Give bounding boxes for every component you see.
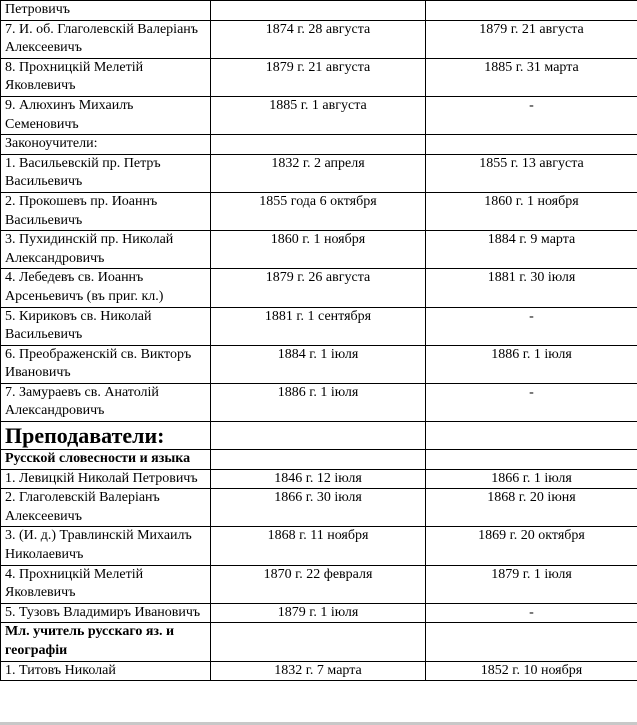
end-date-cell: 1855 г. 13 августа	[426, 154, 637, 192]
start-date-cell: 1846 г. 12 іюля	[211, 469, 426, 489]
end-date-cell: 1886 г. 1 іюля	[426, 345, 637, 383]
table-row	[1, 96, 637, 134]
name-cell: 8. Прохницкій Мелетій Яковлевичъ	[1, 58, 211, 96]
table-row	[1, 489, 637, 527]
end-date-cell: 1866 г. 1 іюля	[426, 469, 637, 489]
start-date-cell: 1881 г. 1 сентября	[211, 307, 426, 345]
end-date-cell: 1869 г. 20 октября	[426, 527, 637, 565]
start-date-cell: 1879 г. 26 августа	[211, 269, 426, 307]
end-date-cell	[426, 1, 637, 21]
name-cell: 9. Алюхинъ Михаилъ Семеновичъ	[1, 96, 211, 134]
end-date-cell: -	[426, 383, 637, 421]
subsection-row	[1, 623, 637, 661]
name-cell: 3. (И. д.) Травлинскій Михаилъ Николаевичъ	[1, 527, 211, 565]
subsection-row	[1, 450, 637, 470]
start-date-cell: 1885 г. 1 августа	[211, 96, 426, 134]
name-cell: 1. Васильевскій пр. Петръ Васильевичъ	[1, 154, 211, 192]
name-cell: 5. Тузовъ Владимиръ Ивановичъ	[1, 603, 211, 623]
name-cell: 2. Прокошевъ пр. Иоаннъ Васильевичъ	[1, 192, 211, 230]
table-row	[1, 20, 637, 58]
name-cell: 5. Кириковъ св. Николай Васильевичъ	[1, 307, 211, 345]
name-cell: 1. Левицкій Николай Петровичъ	[1, 469, 211, 489]
start-date-cell: 1832 г. 2 апреля	[211, 154, 426, 192]
start-date-cell	[211, 1, 426, 21]
name-cell: 4. Прохницкій Мелетій Яковлевичъ	[1, 565, 211, 603]
table-row	[1, 192, 637, 230]
start-date-cell: 1832 г. 7 марта	[211, 661, 426, 681]
table-row	[1, 661, 637, 681]
end-date-cell: 1879 г. 1 іюля	[426, 565, 637, 603]
name-cell: Законоучители:	[1, 135, 211, 155]
name-cell: 6. Преображенскій св. Викторъ Ивановичъ	[1, 345, 211, 383]
start-date-cell: 1886 г. 1 іюля	[211, 383, 426, 421]
table-row	[1, 345, 637, 383]
start-date-cell: 1879 г. 21 августа	[211, 58, 426, 96]
table-row	[1, 527, 637, 565]
start-date-cell: 1870 г. 22 февраля	[211, 565, 426, 603]
name-cell: 2. Глаголевскій Валеріанъ Алексеевичъ	[1, 489, 211, 527]
table-row	[1, 269, 637, 307]
table-row	[1, 154, 637, 192]
end-date-cell	[426, 422, 637, 450]
name-cell: Петровичъ	[1, 1, 211, 21]
table-row	[1, 565, 637, 603]
end-date-cell: 1884 г. 9 марта	[426, 231, 637, 269]
start-date-cell	[211, 623, 426, 661]
end-date-cell: -	[426, 307, 637, 345]
section-heading-row	[1, 422, 637, 450]
end-date-cell	[426, 450, 637, 470]
table-row	[1, 231, 637, 269]
end-date-cell	[426, 623, 637, 661]
name-cell: Русской словесности и языка	[1, 450, 211, 470]
start-date-cell: 1884 г. 1 іюля	[211, 345, 426, 383]
start-date-cell: 1860 г. 1 ноября	[211, 231, 426, 269]
end-date-cell: -	[426, 96, 637, 134]
table-row	[1, 603, 637, 623]
end-date-cell: 1885 г. 31 марта	[426, 58, 637, 96]
name-cell: 7. И. об. Глаголевскій Валеріанъ Алексеевичъ	[1, 20, 211, 58]
name-cell: 3. Пухидинскій пр. Николай Александровичъ	[1, 231, 211, 269]
end-date-cell: 1879 г. 21 августа	[426, 20, 637, 58]
end-date-cell: 1852 г. 10 ноября	[426, 661, 637, 681]
table-row	[1, 469, 637, 489]
end-date-cell: 1881 г. 30 іюля	[426, 269, 637, 307]
end-date-cell: 1860 г. 1 ноября	[426, 192, 637, 230]
start-date-cell: 1879 г. 1 іюля	[211, 603, 426, 623]
table-row	[1, 307, 637, 345]
end-date-cell	[426, 135, 637, 155]
table-row	[1, 58, 637, 96]
table-row	[1, 383, 637, 421]
start-date-cell	[211, 135, 426, 155]
table-row	[1, 135, 637, 155]
name-cell: 7. Замураевъ св. Анатолій Александровичъ	[1, 383, 211, 421]
name-cell: 4. Лебедевъ св. Иоаннъ Арсеньевичъ (въ приг. кл.)	[1, 269, 211, 307]
start-date-cell: 1874 г. 28 августа	[211, 20, 426, 58]
start-date-cell: 1866 г. 30 іюля	[211, 489, 426, 527]
end-date-cell: -	[426, 603, 637, 623]
start-date-cell	[211, 450, 426, 470]
name-cell: Преподаватели:	[1, 422, 211, 450]
name-cell: 1. Титовъ Николай	[1, 661, 211, 681]
name-cell: Мл. учитель русскаго яз. и географіи	[1, 623, 211, 661]
start-date-cell: 1855 года 6 октября	[211, 192, 426, 230]
start-date-cell	[211, 422, 426, 450]
end-date-cell: 1868 г. 20 іюня	[426, 489, 637, 527]
table-row	[1, 1, 637, 21]
start-date-cell: 1868 г. 11 ноября	[211, 527, 426, 565]
